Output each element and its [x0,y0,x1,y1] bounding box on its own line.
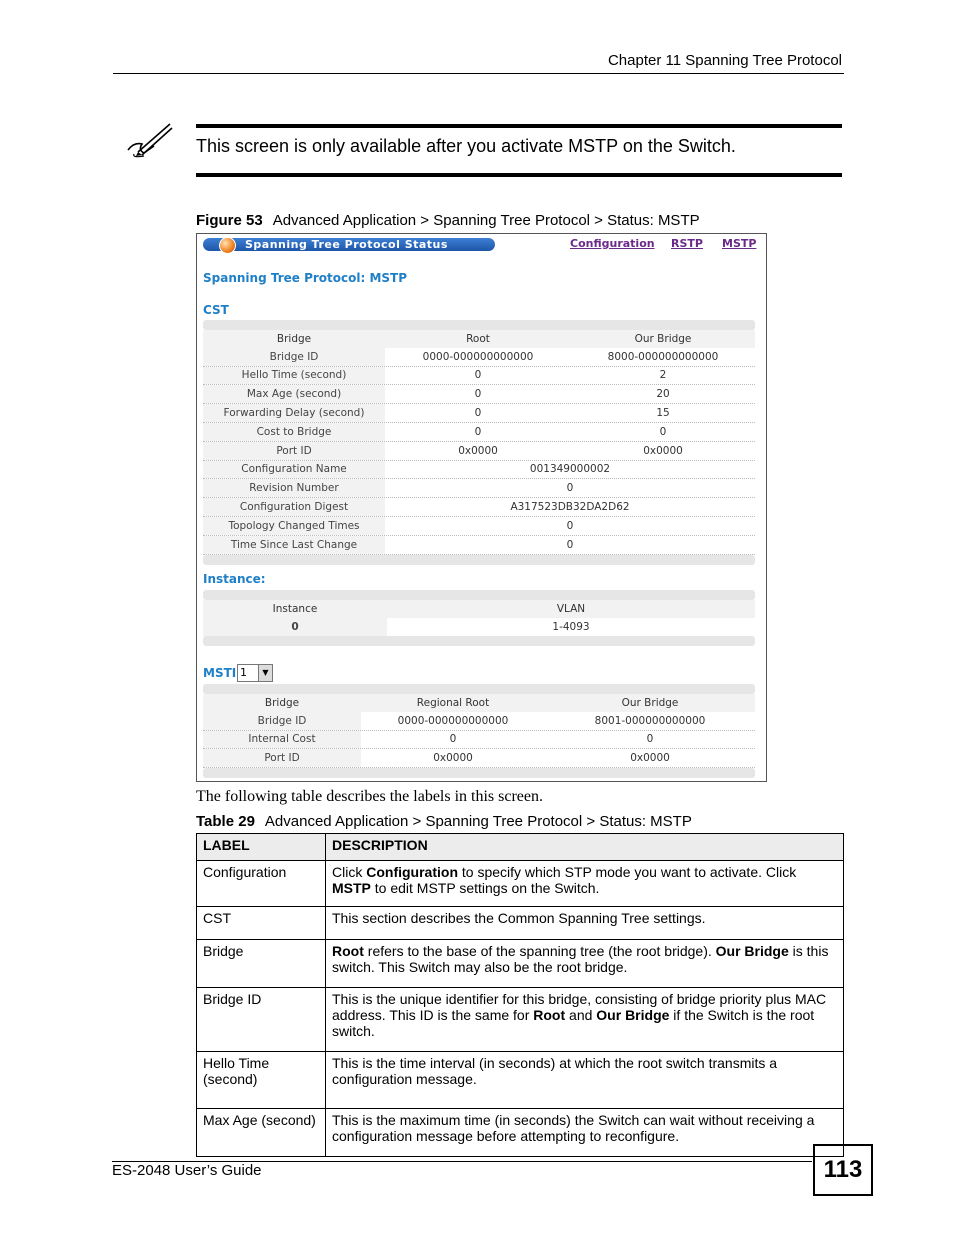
row-label: Configuration Digest [203,498,385,516]
rstp-link[interactable]: RSTP [671,237,703,250]
instance-heading: Instance: [203,572,266,586]
label-description-table [196,833,844,1157]
root-value: 0000-000000000000 [422,350,534,363]
description-text: if the Switch is the root switch. [332,1007,815,1039]
row-label: Time Since Last Change [203,536,385,554]
row-label: Topology Changed Times [203,517,385,535]
column-header: Our Bridge [634,332,692,345]
label-cell: Bridge ID [197,988,326,1052]
header-rule [113,73,844,74]
table-row [203,423,755,442]
note-rule-bottom [196,173,842,177]
row-value: 0 [566,519,574,532]
chapter-title: Chapter 11 Spanning Tree Protocol [607,52,842,69]
row-value: 001349000002 [529,463,611,476]
vlan-value: 1-4093 [552,620,590,633]
table-row [197,988,844,1052]
table-header-row [203,330,755,348]
description-bold-text: Our Bridge [715,943,789,959]
table-row [203,442,755,461]
description-bold-text: Root [533,1007,566,1023]
instance-table [203,590,755,646]
description-cell [326,1052,844,1109]
our-bridge-value: 0 [646,733,654,746]
table-bottom-bar [203,768,755,778]
table-row [203,749,755,768]
description-text: This section describes the Common Spanning Tree settings. [332,910,706,926]
description-header: DESCRIPTION [326,834,844,861]
root-value: 0 [474,388,482,401]
column-header: Instance [272,602,318,615]
pencil-note-icon [124,120,176,160]
table-row [203,731,755,750]
table-row [203,479,755,498]
cst-heading: CST [203,303,229,317]
banner-orb-icon [219,237,236,254]
row-label: Forwarding Delay (second) [203,404,385,422]
msti-label: MSTI [203,666,237,680]
table-header-row [197,834,844,861]
row-label: Bridge ID [203,348,385,366]
msti-select[interactable] [237,664,273,682]
cst-table [203,320,755,565]
table-top-bar [203,684,755,694]
protocol-heading: Spanning Tree Protocol: MSTP [203,271,408,285]
description-text: refers to the base of the spanning tree (the root bridge). [363,943,716,959]
description-text: This is the maximum time (in seconds) the Switch can wait without receiving a configuration message before attempting to reconfigure. [332,1112,815,1144]
table-top-bar [203,590,755,600]
our-bridge-value: 2 [659,369,667,382]
description-text: to specify which STP mode you want to activate. Click [458,864,797,880]
column-header: Regional Root [416,696,490,709]
note-text: This screen is only available after you activate MSTP on the Switch. [196,136,736,156]
description-bold-text: MSTP [332,880,371,896]
our-bridge-value: 0 [659,425,667,438]
description-text: to edit MSTP settings on the Switch. [370,880,600,896]
table-row [203,517,755,536]
chevron-down-icon[interactable]: ▼ [258,665,272,681]
table-row [197,907,844,940]
row-label: Internal Cost [203,731,361,749]
root-value: 0 [474,425,482,438]
our-bridge-value: 0x0000 [643,444,683,457]
description-text: is this switch. This Switch may also be the root bridge. [332,943,829,975]
table-row [197,861,844,907]
table-row [197,1052,844,1109]
row-value: A317523DB32DA2D62 [510,501,630,514]
label-header: LABEL [197,834,326,861]
description-cell [326,861,844,907]
figure-caption [196,212,700,229]
column-header: Our Bridge [621,696,679,709]
description-cell [326,907,844,940]
our-bridge-value: 20 [656,388,670,401]
table-caption [196,813,692,830]
msti-table [203,684,755,778]
table-row [203,367,755,386]
row-label: Port ID [203,749,361,767]
table-row [203,461,755,480]
description-bold-text: Our Bridge [596,1007,670,1023]
instance-value: 0 [203,618,387,636]
row-label: Cost to Bridge [203,423,385,441]
description-text: Click [332,864,367,880]
row-label: Port ID [203,442,385,460]
msti-selected-value: 1 [240,666,247,679]
table-row [197,940,844,988]
table-row [203,712,755,731]
label-cell: Configuration [197,861,326,907]
regional-root-value: 0 [449,733,457,746]
guide-title: ES-2048 User’s Guide [112,1162,262,1179]
row-label: Max Age (second) [203,385,385,403]
note-rule-top [196,124,842,128]
description-bold-text: Configuration [366,864,458,880]
description-text: and [565,1007,597,1023]
table-row [203,348,755,367]
banner-title: Spanning Tree Protocol Status [245,238,448,251]
table-row [203,618,755,636]
table-title: Advanced Application > Spanning Tree Protocol > Status: MSTP [264,813,692,830]
figure-title: Advanced Application > Spanning Tree Protocol > Status: MSTP [272,212,700,229]
description-text: This is the time interval (in seconds) at which the root switch transmits a configuration message. [332,1055,778,1087]
column-header: Bridge [264,696,300,709]
description-cell [326,1109,844,1157]
label-cell: Bridge [197,940,326,988]
table-top-bar [203,320,755,330]
label-cell: Hello Time (second) [197,1052,326,1109]
description-text: This is the unique identifier for this bridge, consisting of bridge priority plus MAC address. This ID is the same for [332,991,827,1023]
table-header-row [203,694,755,712]
label-cell: Max Age (second) [197,1109,326,1157]
table-row [197,1109,844,1157]
stp-status-screenshot [196,233,767,782]
our-bridge-value: 8001-000000000000 [594,714,706,727]
table-label: Table 29 [196,813,255,830]
row-value: 0 [566,538,574,551]
row-label: Hello Time (second) [203,367,385,385]
our-bridge-value: 15 [656,407,670,420]
status-banner [203,238,495,251]
description-cell [326,940,844,988]
table-bottom-bar [203,555,755,565]
regional-root-value: 0x0000 [433,752,473,765]
table-row [203,536,755,555]
row-label: Revision Number [203,479,385,497]
table-row [203,498,755,517]
table-row [203,404,755,423]
figure-label: Figure 53 [196,212,263,229]
root-value: 0 [474,369,482,382]
description-bold-text: Root [332,943,364,959]
description-intro: The following table describes the labels in this screen. [196,788,544,805]
root-value: 0x0000 [458,444,498,457]
label-cell: CST [197,907,326,940]
table-header-row [203,600,755,618]
page-number: 113 [813,1144,873,1196]
our-bridge-value: 0x0000 [630,752,670,765]
our-bridge-value: 8000-000000000000 [607,350,719,363]
row-label: Bridge ID [203,712,361,730]
column-header: Root [466,332,490,345]
row-value: 0 [566,482,574,495]
regional-root-value: 0000-000000000000 [397,714,509,727]
description-cell [326,988,844,1052]
configuration-link[interactable]: Configuration [570,237,655,250]
column-header: VLAN [556,602,586,615]
column-header: Bridge [276,332,312,345]
table-bottom-bar [203,636,755,646]
table-row [203,385,755,404]
root-value: 0 [474,407,482,420]
mstp-link[interactable]: MSTP [722,237,757,250]
row-label: Configuration Name [203,461,385,479]
